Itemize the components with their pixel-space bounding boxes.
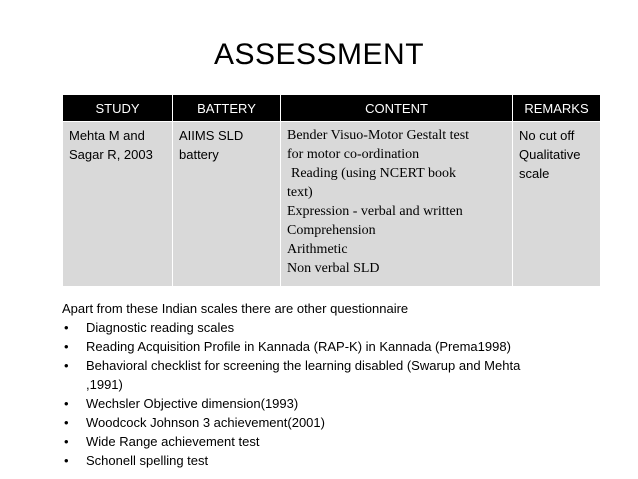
header-content: CONTENT — [281, 95, 513, 122]
list-item — [62, 356, 622, 394]
cell-line: battery — [179, 147, 219, 162]
cell-line: Mehta M and — [69, 128, 145, 143]
cell-line: Expression - verbal and written — [287, 204, 463, 219]
list-item-text: Reading Acquisition Profile in Kannada (RAP-K) in Kannada (Prema1998) — [86, 339, 511, 354]
cell-line: Reading (using NCERT book — [291, 166, 456, 181]
notes-section — [62, 299, 622, 470]
notes-list — [62, 318, 622, 470]
cell-line: AIIMS SLD — [179, 128, 244, 143]
cell-line: Comprehension — [287, 223, 376, 238]
list-item — [62, 394, 622, 413]
bullet-icon: • — [64, 339, 69, 354]
cell-line: Bender Visuo-Motor Gestalt test — [287, 128, 470, 143]
bullet-icon: • — [64, 396, 69, 411]
cell-line: Non verbal SLD — [287, 261, 380, 276]
cell-study — [63, 122, 173, 287]
list-item-text: Wechsler Objective dimension(1993) — [86, 396, 299, 411]
list-item — [62, 318, 622, 337]
table-header-row — [63, 95, 601, 122]
cell-line: Arithmetic — [287, 242, 348, 257]
header-study: STUDY — [63, 95, 173, 122]
table-row — [63, 122, 601, 287]
list-item-text: Schonell spelling test — [86, 453, 209, 468]
cell-battery — [173, 122, 281, 287]
notes-intro: Apart from these Indian scales there are other questionnaire — [62, 301, 409, 316]
list-item — [62, 413, 622, 432]
cell-line: text) — [287, 185, 313, 200]
bullet-icon: • — [64, 415, 69, 430]
list-item-text: Woodcock Johnson 3 achievement(2001) — [86, 415, 325, 430]
cell-line: scale — [519, 166, 550, 181]
header-battery: BATTERY — [173, 95, 281, 122]
cell-remarks — [513, 122, 601, 287]
bullet-icon: • — [64, 453, 69, 468]
header-remarks: REMARKS — [513, 95, 601, 122]
assessment-table — [62, 94, 601, 287]
cell-line: No cut off — [519, 128, 575, 143]
list-item — [62, 432, 622, 451]
cell-line: Sagar R, 2003 — [69, 147, 153, 162]
list-item — [62, 451, 622, 470]
bullet-icon: • — [64, 358, 69, 373]
list-item — [62, 337, 622, 356]
cell-line: Qualitative — [519, 147, 581, 162]
list-item-text: Behavioral checklist for screening the learning disabled (Swarup and Mehta ,1991) — [86, 358, 521, 392]
list-item-text: Diagnostic reading scales — [86, 320, 235, 335]
slide-title: ASSESSMENT — [213, 38, 425, 71]
cell-content — [281, 122, 513, 287]
list-item-text: Wide Range achievement test — [86, 434, 260, 449]
bullet-icon: • — [64, 434, 69, 449]
bullet-icon: • — [64, 320, 69, 335]
cell-line: for motor co-ordination — [287, 147, 420, 162]
